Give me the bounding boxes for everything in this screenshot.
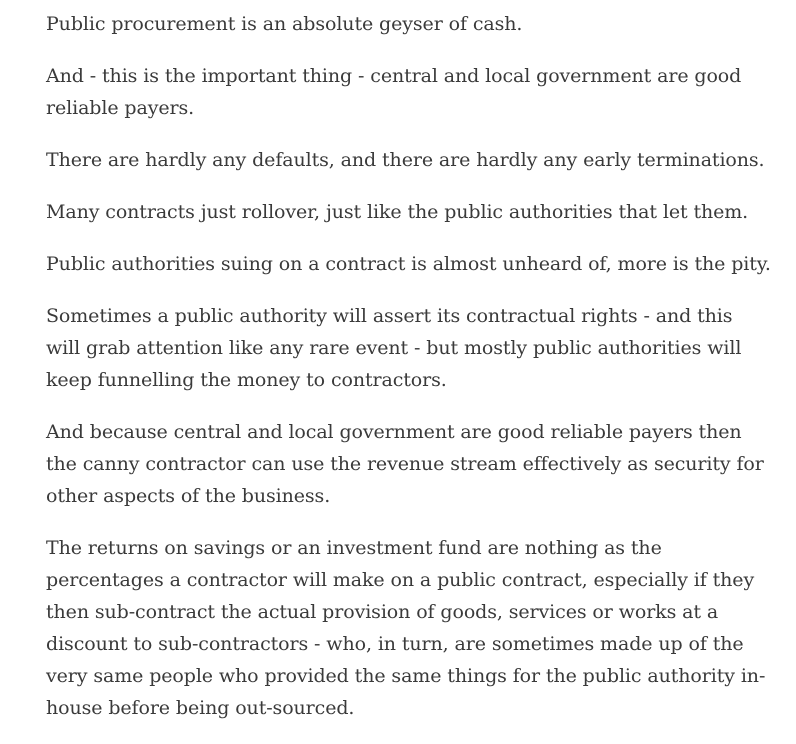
paragraph: There are hardly any defaults, and there are hardly any early terminations. (46, 149, 765, 171)
paragraph: The returns on savings or an investment fund are nothing as the percentages a contractor will make on a public contract, especially if they then sub-contract the actual provision of goods, services or works at a discount to sub-contractors - who, in turn, are sometimes made up of the very same people who provided the same things for the public authority in-house before being out-sourced. (46, 537, 766, 719)
paragraph: Many contracts just rollover, just like the public authorities that let them. (46, 201, 749, 223)
paragraph: Public procurement is an absolute geyser of cash. (46, 13, 523, 35)
paragraph: And because central and local government are good reliable payers then the canny contractor can use the revenue stream effectively as security for other aspects of the business. (46, 421, 764, 507)
article-body (46, 8, 772, 744)
paragraph: And - this is the important thing - central and local government are good reliable payers. (46, 65, 742, 119)
paragraph: Sometimes a public authority will assert its contractual rights - and this will grab attention like any rare event - but mostly public authorities will keep funnelling the money to contractors. (46, 305, 742, 391)
paragraph: Public authorities suing on a contract is almost unheard of, more is the pity. (46, 253, 771, 275)
